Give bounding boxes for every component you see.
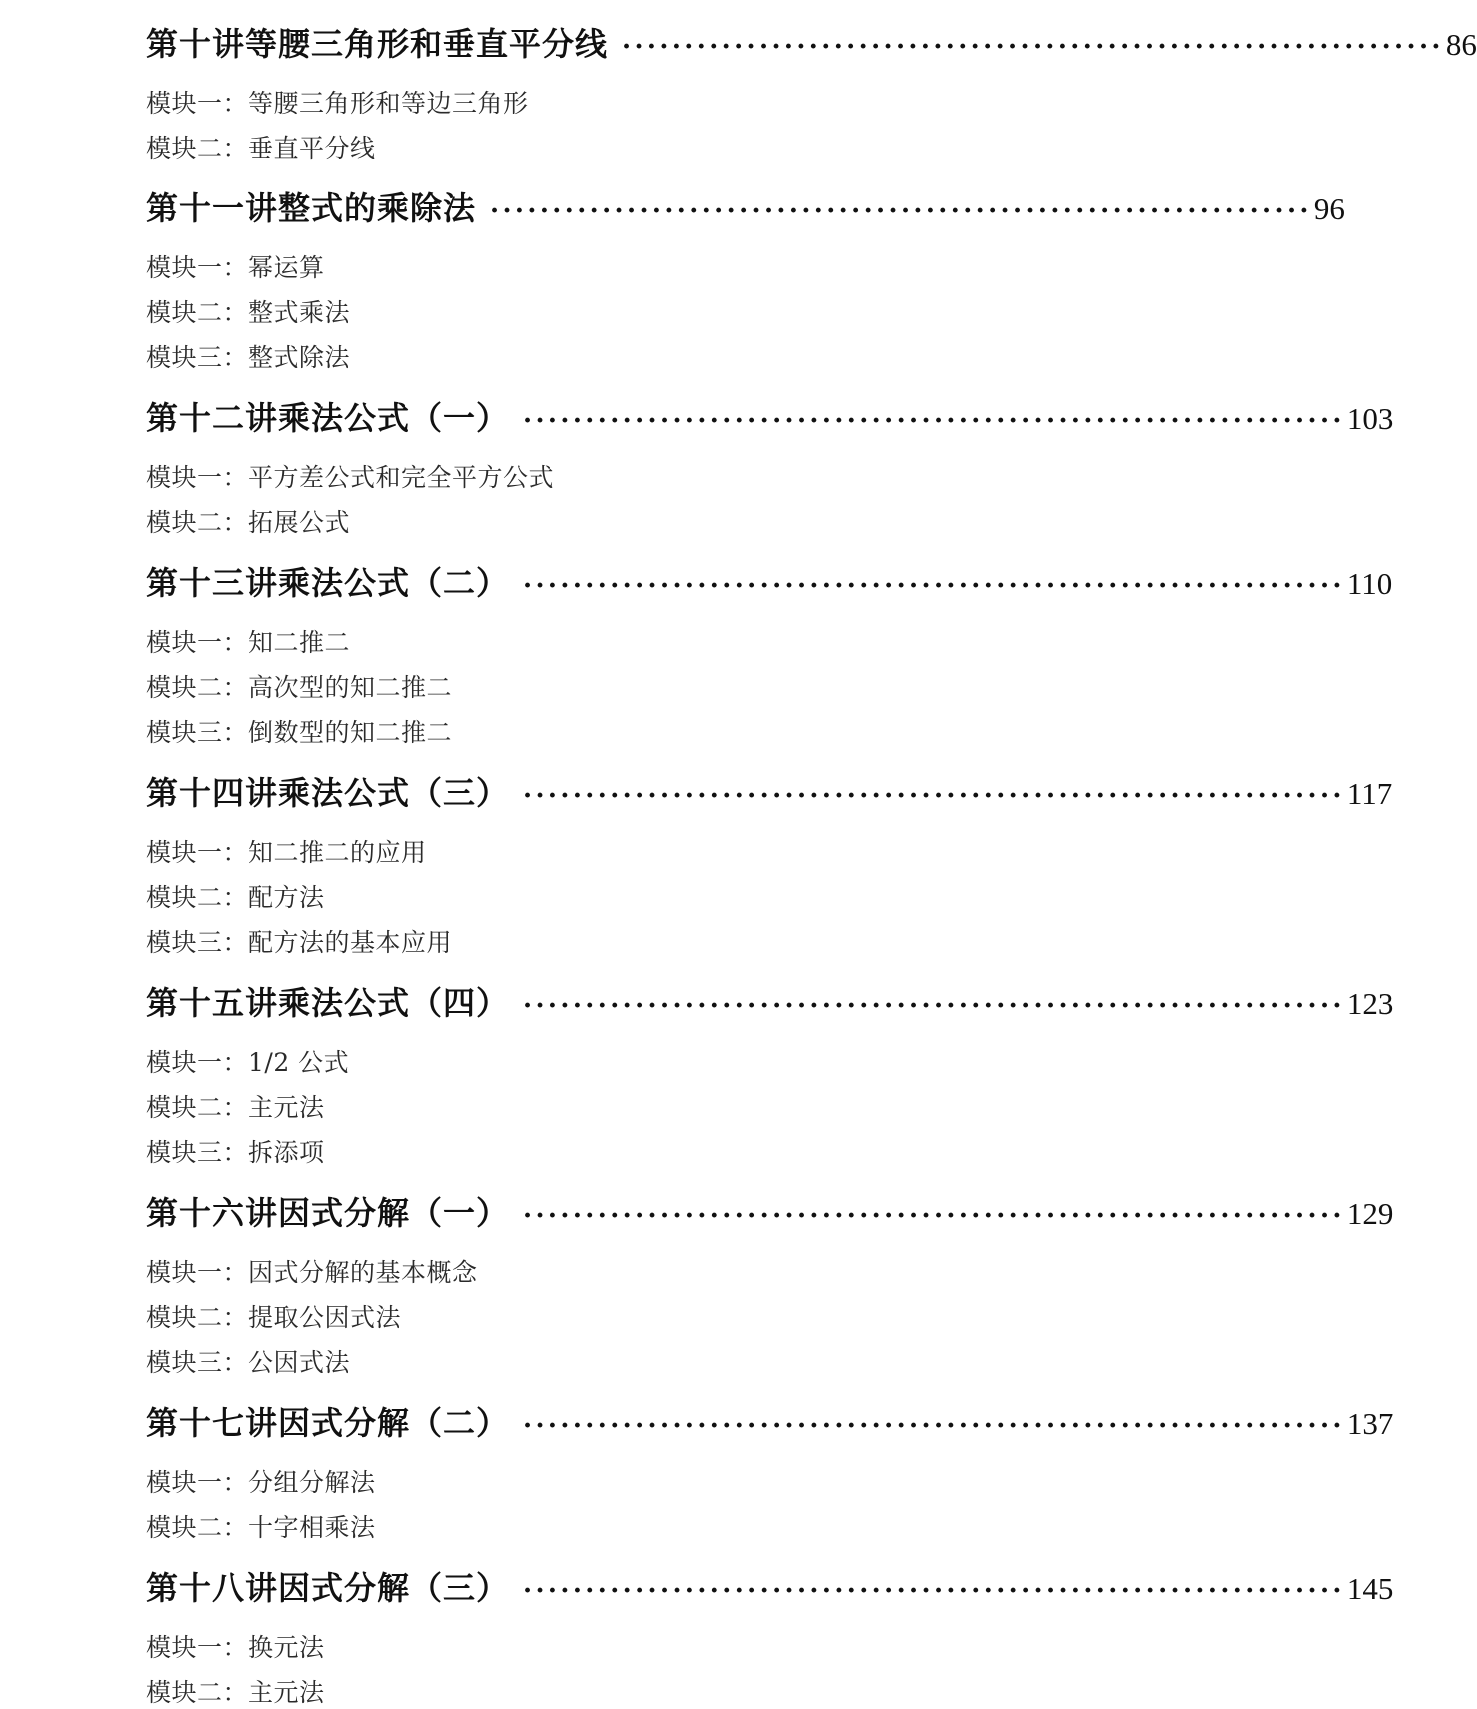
chapter-title: 乘法公式（二） [278,564,510,602]
toc-module[interactable]: 模块二：主元法 [146,1678,325,1707]
toc-module[interactable]: 模块一：因式分解的基本概念 [146,1258,478,1287]
chapter-number: 第十三讲 [146,564,279,602]
chapter-number: 第十八讲 [146,1569,279,1607]
toc-chapter-12[interactable] [146,398,1394,441]
chapter-title: 乘法公式（四） [278,984,510,1022]
chapter-title: 因式分解（一） [278,1194,510,1232]
toc-module[interactable]: 模块二：主元法 [146,1093,325,1122]
toc-module[interactable]: 模块三：拆添项 [146,1138,325,1167]
toc-module[interactable]: 模块三：公因式法 [146,1348,351,1377]
chapter-page-number: 117 [1346,776,1393,811]
toc-module[interactable]: 模块二：拓展公式 [146,508,351,537]
dot-leader: ·································································· [622,32,1444,62]
toc-module[interactable]: 模块一：幂运算 [146,253,325,282]
chapter-page-number: 103 [1346,401,1394,436]
dot-leader: ·································································· [523,406,1345,436]
chapter-page-number: 129 [1346,1196,1394,1231]
toc-module[interactable]: 模块二：配方法 [146,883,325,912]
dot-leader: ·································································· [523,781,1345,811]
dot-leader: ·································································· [523,1576,1345,1606]
toc-chapter-15[interactable] [146,983,1394,1026]
toc-chapter-13[interactable] [146,563,1393,606]
toc-module[interactable]: 模块一：1/2 公式 [146,1048,350,1077]
chapter-number: 第十二讲 [146,399,279,437]
chapter-title: 整式的乘除法 [278,189,477,227]
toc-chapter-16[interactable] [146,1193,1394,1236]
toc-chapter-14[interactable] [146,773,1393,816]
chapter-page-number: 137 [1346,1406,1394,1441]
chapter-page-number: 145 [1346,1571,1394,1606]
chapter-number: 第十七讲 [146,1404,279,1442]
dot-leader: ·································································· [523,1411,1345,1441]
chapter-number: 第十五讲 [146,984,279,1022]
chapter-title: 乘法公式（三） [278,774,510,812]
dot-leader: ·································································· [490,196,1312,226]
dot-leader: ·································································· [523,1201,1345,1231]
chapter-number: 第十四讲 [146,774,279,812]
toc-module[interactable]: 模块二：整式乘法 [146,298,351,327]
toc-module[interactable]: 模块一：平方差公式和完全平方公式 [146,463,555,492]
toc-module[interactable]: 模块一：知二推二的应用 [146,838,427,867]
toc-chapter-11[interactable] [146,188,1345,231]
dot-leader: ·································································· [523,991,1345,1021]
toc-module[interactable]: 模块一：等腰三角形和等边三角形 [146,89,529,118]
chapter-number: 第十六讲 [146,1194,279,1232]
chapter-title: 乘法公式（一） [278,399,510,437]
chapter-title: 等腰三角形和垂直平分线 [245,25,609,63]
toc-chapter-10[interactable] [146,24,1477,67]
toc-module[interactable]: 模块二：高次型的知二推二 [146,673,453,702]
chapter-number: 第十讲 [146,25,246,63]
toc-module[interactable]: 模块二：十字相乘法 [146,1513,376,1542]
toc-chapter-17[interactable] [146,1403,1394,1446]
chapter-page-number: 96 [1313,191,1345,226]
chapter-page-number: 110 [1346,566,1393,601]
toc-module[interactable]: 模块二：提取公因式法 [146,1303,402,1332]
toc-module[interactable]: 模块一：分组分解法 [146,1468,376,1497]
toc-module[interactable]: 模块三：倒数型的知二推二 [146,718,453,747]
chapter-page-number: 123 [1346,986,1394,1021]
toc-module[interactable]: 模块三：整式除法 [146,343,351,372]
toc-module[interactable]: 模块一：知二推二 [146,628,351,657]
chapter-title: 因式分解（三） [278,1569,510,1607]
toc-module[interactable]: 模块三：配方法的基本应用 [146,928,453,957]
chapter-title: 因式分解（二） [278,1404,510,1442]
toc-chapter-18[interactable] [146,1568,1394,1611]
dot-leader: ·································································· [523,571,1345,601]
toc-module[interactable]: 模块二：垂直平分线 [146,134,376,163]
chapter-number: 第十一讲 [146,189,279,227]
chapter-page-number: 86 [1445,27,1477,62]
toc-module[interactable]: 模块一：换元法 [146,1633,325,1662]
